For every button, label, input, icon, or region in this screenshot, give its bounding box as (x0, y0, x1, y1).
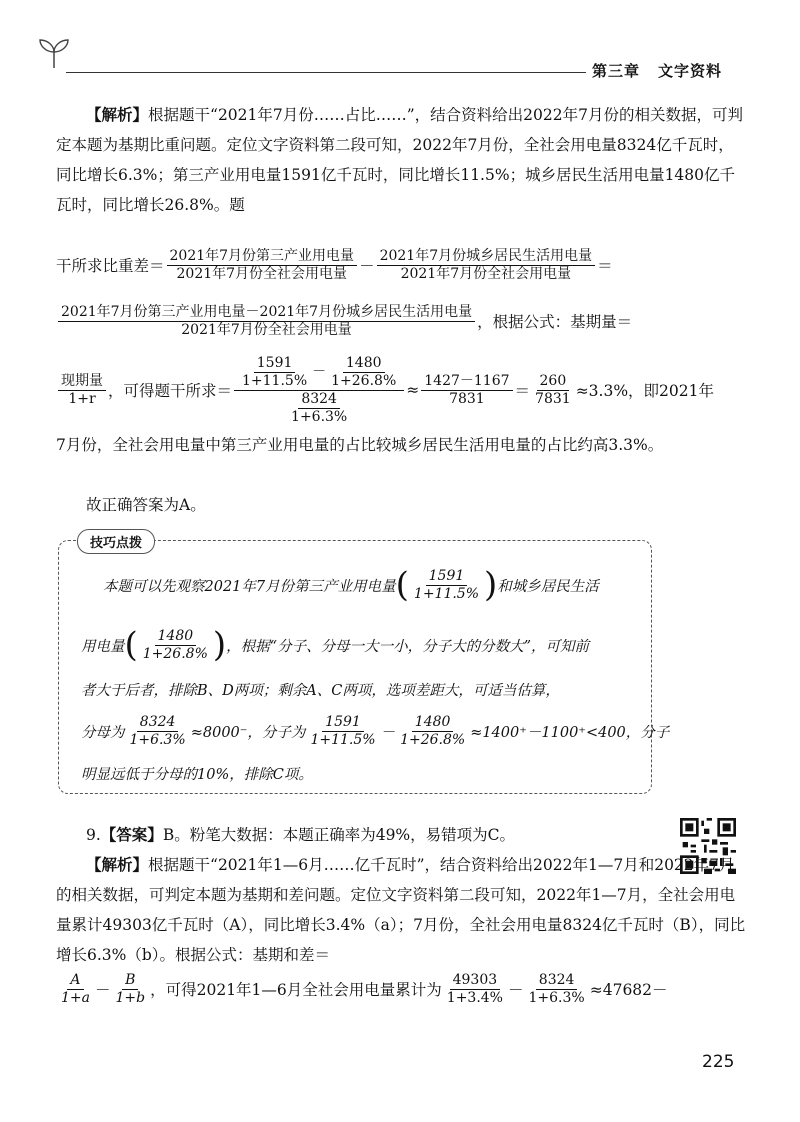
denominator: 2021年7月份全社会用电量 (400, 265, 572, 282)
numerator: 2021年7月份城乡居民生活用电量 (377, 248, 596, 266)
denominator: 2021年7月份全社会用电量 (176, 265, 348, 282)
denominator: 1+26.8% (400, 731, 466, 748)
tip-box (58, 536, 670, 794)
fraction-share-difference (58, 304, 475, 339)
numerator: 1480 (343, 355, 385, 373)
equals-sign: ＝ (597, 257, 613, 275)
minus-sign: － (359, 257, 375, 275)
right-paren: ) (212, 625, 227, 665)
formula-note: ，根据公式：基期量＝ (477, 313, 633, 331)
tip-badge: 技巧点拨 (77, 529, 155, 554)
question-number: 9. (86, 826, 101, 844)
page-number: 225 (702, 1052, 735, 1072)
tip-line-3: 者大于后者，排除B、D两项；剩余A、C两项，选项差距大，可适当估算， (81, 683, 560, 699)
fraction-49303 (444, 972, 506, 1007)
tip-text: ，根据“分子、分母一大一小，分子大的分数大”，可知前 (226, 638, 589, 655)
formula-result-text: ≈47682－ (589, 981, 668, 999)
minus-sign: － (508, 981, 524, 999)
q8-analysis-paragraph (56, 100, 746, 220)
analysis-tag: 【解析】 (86, 856, 149, 874)
tip-text: 本题可以先观察2021年7月份第三产业用电量 (103, 578, 396, 595)
fraction-8324 (288, 391, 350, 426)
leaf-icon (36, 38, 72, 70)
numerator: 1591 (322, 714, 364, 732)
chapter-title: 文字资料 (658, 62, 723, 80)
denominator: 1+26.8% (331, 372, 397, 389)
fraction-B (113, 972, 149, 1007)
denominator: 2021年7月份全社会用电量 (181, 321, 352, 338)
denominator: 1+11.5% (413, 585, 480, 602)
formula-text: ，可得2021年1—6月全社会用电量累计为 (150, 981, 442, 999)
minus-sign: － (312, 363, 327, 380)
minus-sign: － (380, 724, 396, 741)
tip-text: ≈1400⁺－1100⁺<400，分子 (470, 724, 670, 741)
denominator: 1+6.3% (528, 989, 585, 1006)
numerator: 49303 (450, 972, 501, 990)
tip-text: 分母为 (81, 724, 125, 741)
answer-tag: 【答案】 (100, 826, 163, 844)
denominator: 1+11.5% (310, 731, 376, 748)
complex-denominator (283, 391, 355, 426)
tip-fraction-1591b (307, 714, 378, 749)
formula-result-text: ≈3.3%，即2021年 (575, 382, 714, 400)
analysis-tag: 【解析】 (86, 106, 149, 124)
numerator: 2021年7月份第三产业用电量 (167, 248, 358, 266)
page-header (0, 0, 800, 95)
complex-fraction (234, 355, 404, 426)
tip-text: 用电量 (81, 638, 125, 655)
denominator: 1+26.8% (142, 645, 208, 662)
tip-fraction-1480 (140, 628, 211, 663)
denominator: 1+3.4% (446, 989, 503, 1006)
formula-line-3 (56, 350, 714, 430)
left-paren: ( (395, 565, 409, 605)
tip-fraction-8324 (127, 714, 189, 749)
numerator: 1591 (426, 568, 468, 586)
chapter-number: 第三章 (592, 62, 641, 80)
tip-fraction-1591 (411, 568, 482, 603)
denominator: 7831 (535, 390, 571, 407)
q9-analysis-paragraph (56, 850, 746, 970)
fraction-third-industry-share (167, 248, 358, 283)
fraction-difference (421, 373, 512, 408)
minus-sign: － (94, 981, 111, 999)
denominator: 1+6.3% (291, 408, 348, 425)
q8-answer: 故正确答案为A。 (86, 496, 206, 514)
tip-text: ≈8000⁻，分子为 (190, 724, 306, 741)
tip-text: 和城乡居民生活 (497, 578, 599, 595)
numerator: 8324 (137, 714, 179, 732)
numerator: B (122, 972, 138, 990)
fraction-1591 (239, 355, 310, 390)
fraction-8324-b (526, 972, 588, 1007)
formula-line-1 (56, 240, 613, 290)
denominator: 1+11.5% (242, 372, 308, 389)
fraction-1480 (328, 355, 399, 390)
formula-prefix: 干所求比重差＝ (56, 257, 165, 275)
formula-line-2 (56, 296, 632, 346)
header-rule (66, 72, 586, 73)
q9-analysis-text: 根据题干“2021年1—6月……亿千瓦时”，结合资料给出2022年1—7月和2022年7月的相关数据，可判定本题为基期和差问题。定位文字资料第二段可知，2022年1—7月，全社会用电量累计49303亿千瓦时（A），同比增长3.4%（a）；7月份，全社会用电量8324亿千瓦时（B），同比增长6.3%（b）。根据公式：基期和差＝ (56, 856, 746, 964)
numerator: 1480 (412, 714, 454, 732)
numerator: 1591 (254, 355, 296, 373)
denominator: 1+b (115, 989, 146, 1006)
q8-conclusion: 7月份，全社会用电量中第三产业用电量的占比较城乡居民生活用电量的占比约高3.3%。 (56, 436, 664, 454)
tip-line-2 (81, 623, 589, 667)
answer-text: B。粉笔大数据：本题正确率为49%，易错项为C。 (162, 826, 516, 844)
numerator: 1480 (155, 628, 197, 646)
formula-text: ，可得题干所求＝ (108, 382, 233, 400)
numerator: 1427－1167 (421, 373, 512, 391)
tip-line-1 (81, 563, 599, 607)
complex-numerator (234, 355, 404, 391)
tip-line-4 (81, 709, 669, 753)
numerator: 现期量 (58, 373, 106, 391)
q8-analysis-text: 根据题干“2021年7月份……占比……”，结合资料给出2022年7月份的相关数据，可判定本题为基期比重问题。定位文字资料第二段可知，2022年7月份，全社会用电量8324亿千瓦时，同比增长6.3%；第三产业用电量1591亿千瓦时，同比增长11.5%；城乡居民生活用电量1480亿千瓦时，同比增长26.8%。题 (56, 106, 743, 214)
numerator: 2021年7月份第三产业用电量－2021年7月份城乡居民生活用电量 (58, 304, 475, 322)
q9-formula-line (56, 964, 668, 1014)
denominator: 1+6.3% (129, 731, 186, 748)
denominator: 7831 (449, 390, 485, 407)
chapter-heading (592, 60, 722, 81)
fraction-base-formula (58, 373, 106, 408)
numerator: 260 (537, 373, 570, 391)
approx-sign: ≈ (406, 381, 420, 399)
tip-fraction-1480b (397, 714, 468, 749)
right-paren: ) (484, 565, 498, 605)
denominator: 1+a (61, 989, 90, 1006)
denominator: 1+r (68, 390, 96, 407)
numerator: 8324 (298, 391, 340, 409)
fraction-result (532, 373, 574, 408)
tip-line-5: 明显远低于分母的10%，排除C项。 (81, 767, 313, 783)
numerator: A (67, 972, 83, 990)
numerator: 8324 (536, 972, 578, 990)
q9-answer-line (56, 820, 666, 850)
equals-sign: ＝ (514, 382, 531, 400)
fraction-A (58, 972, 93, 1007)
left-paren: ( (124, 625, 138, 665)
fraction-residential-share (377, 248, 596, 283)
